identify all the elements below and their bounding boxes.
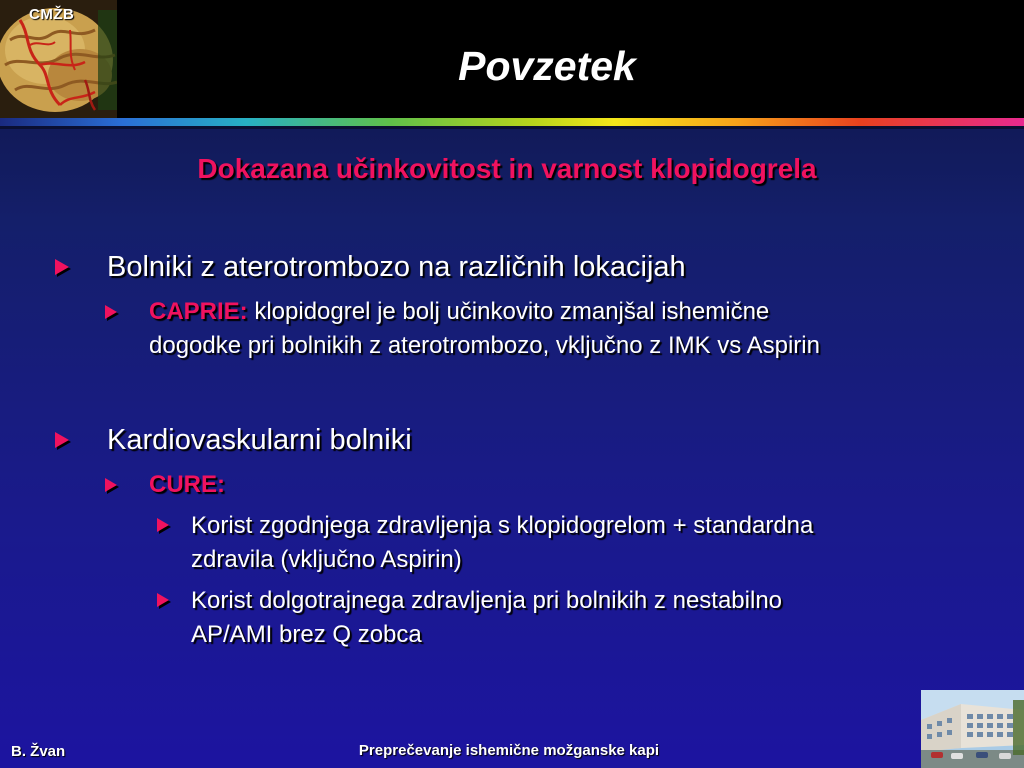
building-photo: [921, 690, 1024, 768]
caprie-line-1: [149, 295, 769, 329]
cure-point-1-line-1: Korist zgodnjega zdravljenja s klopidogrelom + standardna: [191, 512, 814, 539]
cure-point-2-line-2: AP/AMI brez Q zobca: [191, 621, 422, 648]
brain-image: [0, 0, 117, 118]
caprie-label: CAPRIE:: [149, 298, 248, 325]
cure-point-1-line-2: zdravila (vključno Aspirin): [191, 546, 462, 573]
cure-label: CURE:: [149, 471, 225, 498]
footer-author: B. Žvan: [11, 743, 66, 760]
bullet-arrow-icon: [157, 518, 169, 532]
bullet-arrow-icon: [157, 593, 169, 607]
bullet-arrow-icon: [105, 305, 117, 319]
rainbow-divider: [0, 118, 1024, 126]
logo-text: CMŽB: [29, 6, 75, 23]
bullet-item-1: Bolniki z aterotrombozo na različnih lokacijah: [107, 251, 686, 283]
cure-point-2-line-1: Korist dolgotrajnega zdravljenja pri bolnikih z nestabilno: [191, 587, 783, 614]
bullet-arrow-icon: [105, 478, 117, 492]
bullet-arrow-icon: [55, 259, 69, 275]
bullet-arrow-icon: [55, 432, 69, 448]
footer-topic: Preprečevanje ishemične možganske kapi: [358, 742, 660, 759]
page-title: Povzetek: [458, 43, 636, 89]
divider-shadow: [0, 126, 1024, 129]
slide-subtitle: Dokazana učinkovitost in varnost klopidogrela: [197, 153, 817, 184]
caprie-line-2: dogodke pri bolnikih z aterotrombozo, vključno z IMK vs Aspirin: [149, 332, 820, 359]
hospital-building-illustration: [921, 690, 1024, 768]
caprie-text: klopidogrel je bolj učinkovito zmanjšal ishemične: [247, 298, 770, 325]
bullet-item-2: Kardiovaskularni bolniki: [107, 424, 412, 456]
